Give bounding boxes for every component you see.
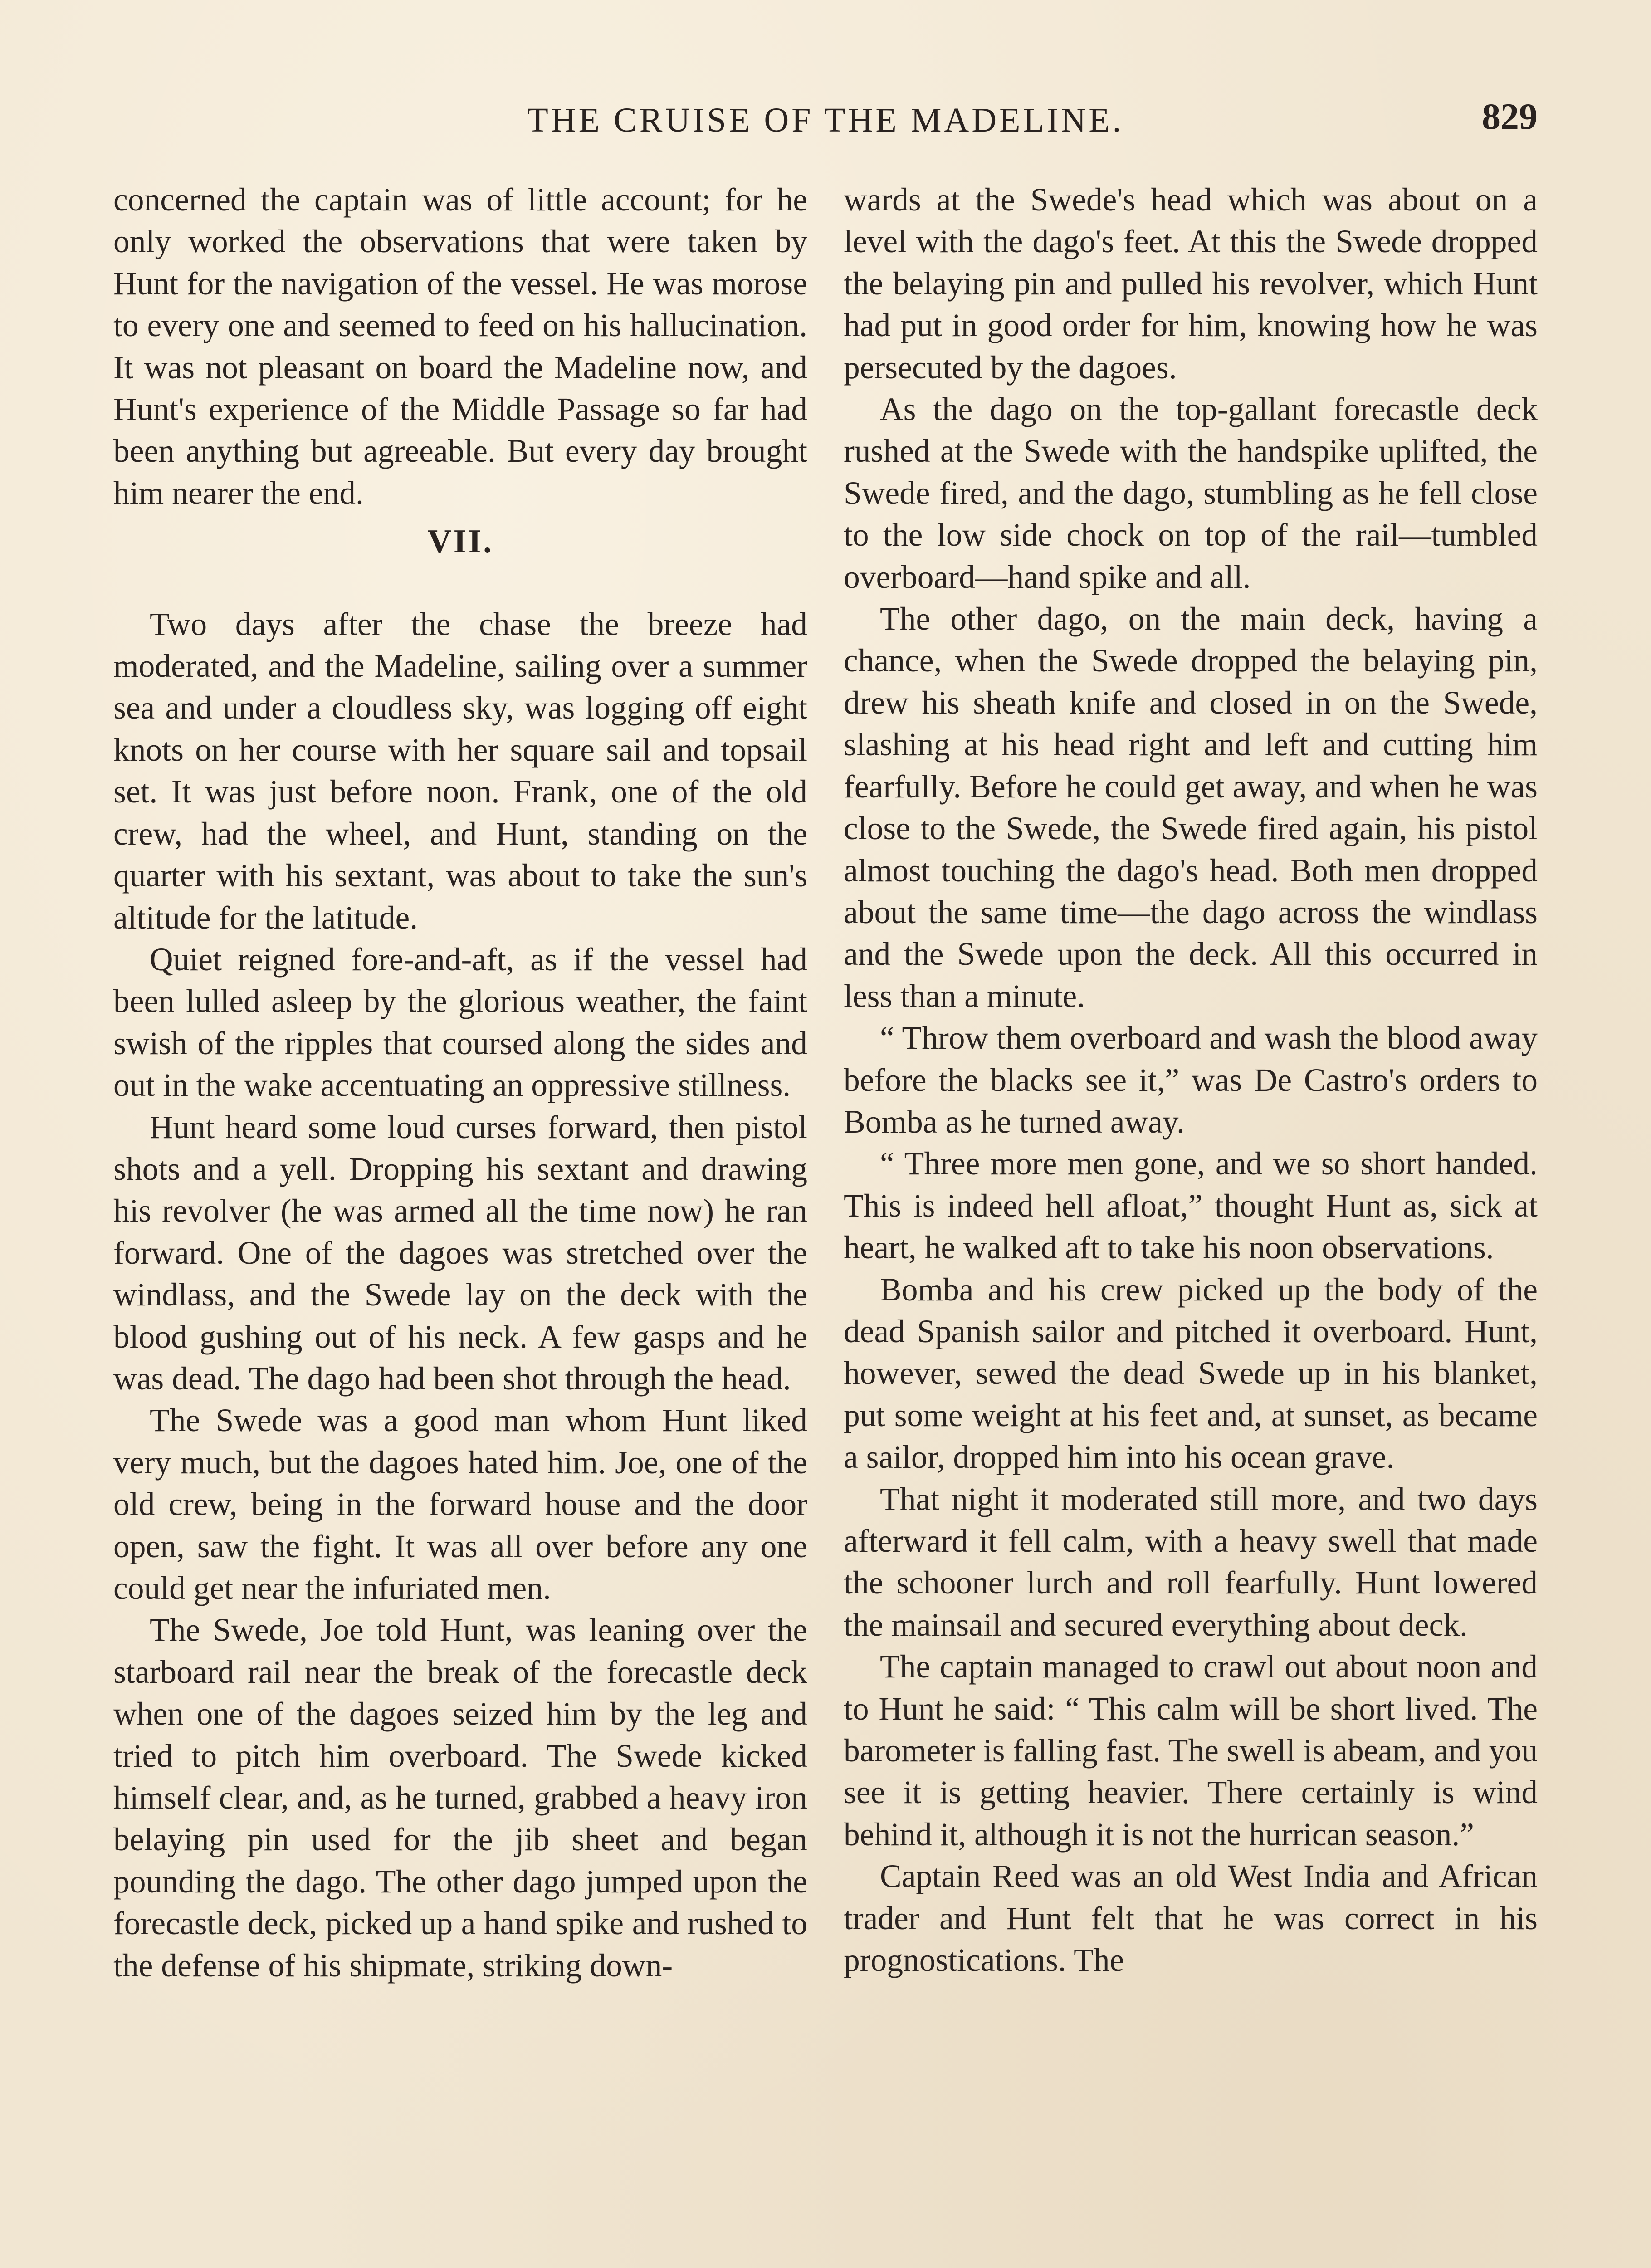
left-paragraph-1: concerned the captain was of little account; for he only worked the observations that were taken by Hunt for the navigation of the vessel. He was morose to every one and seemed to feed on his hallucination. It was not pleasant on board the Madeline now, and Hunt's experience of the Middle Passage so far had been anything but agreeable. But every day brought him nearer the end. [113, 182, 807, 511]
page-header [0, 91, 1651, 141]
page-number: 829 [1482, 96, 1538, 137]
section-heading: VII. [427, 523, 493, 561]
right-paragraph-7: That night it moderated still more, and two days afterward it fell calm, with a heavy swell that made the schooner lurch and roll fearfully. Hunt lowered the mainsail and secured everything about deck. [844, 1481, 1538, 1643]
left-paragraph-4: Hunt heard some loud curses forward, then pistol shots and a yell. Dropping his sextant and drawing his revolver (he was armed all the time now) he ran forward. One of the dagoes was stretched over the windlass, and the Swede lay on the deck with the blood gushing out of his neck. A few gasps and he was dead. The dago had been shot through the head. [113, 1109, 807, 1397]
left-paragraph-3: Quiet reigned fore-and-aft, as if the vessel had been lulled asleep by the glorious weather, the faint swish of the ripples that coursed along the sides and out in the wake accentuating an oppressive stillness. [113, 941, 807, 1104]
right-column [844, 179, 1538, 1981]
left-paragraph-5: The Swede was a good man whom Hunt liked very much, but the dagoes hated him. Joe, one of the old crew, being in the forward house and the door open, saw the fight. It was all over before any one could get near the infuriated men. [113, 1403, 807, 1606]
right-paragraph-6: Bomba and his crew picked up the body of the dead Spanish sailor and pitched it overboard. Hunt, however, sewed the dead Swede up in his blanket, put some weight at his feet and, at sunset, as became a sailor, dropped him into his ocean grave. [844, 1271, 1538, 1476]
left-column [113, 179, 807, 1987]
right-paragraph-1: wards at the Swede's head which was about on a level with the dago's feet. At this the Swede dropped the belaying pin and pulled his revolver, which Hunt had put in good order for him, knowing how he was persecuted by the dagoes. [844, 182, 1538, 386]
right-paragraph-8: The captain managed to crawl out about noon and to Hunt he said: “ This calm will be short lived. The barometer is falling fast. The swell is abeam, and you see it is getting heavier. There certainly is wind behind it, although it is not the hurrican season.” [844, 1649, 1538, 1853]
left-paragraph-2: Two days after the chase the breeze had moderated, and the Madeline, sailing over a summer sea and under a cloudless sky, was logging off eight knots on her course with her square sail and topsail set. It was just before noon. Frank, one of the old crew, had the wheel, and Hunt, standing on the quarter with his sextant, was about to take the sun's altitude for the latitude. [113, 606, 807, 936]
right-paragraph-5: “ Three more men gone, and we so short handed. This is indeed hell afloat,” thought Hunt as, sick at heart, he walked aft to take his noon observations. [844, 1146, 1538, 1266]
right-paragraph-9: Captain Reed was an old West India and African trader and Hunt felt that he was correct in his prognostications. The [844, 1858, 1538, 1979]
right-paragraph-3: The other dago, on the main deck, having a chance, when the Swede dropped the belaying pin, drew his sheath knife and closed in on the Swede, slashing at his head right and left and cutting him fearfully. Before he could get away, and when he was close to the Swede, the Swede fired again, his pistol almost touching the dago's head. Both men dropped about the same time—the dago across the windlass and the Swede upon the deck. All this occurred in less than a minute. [844, 601, 1538, 1014]
running-title: THE CRUISE OF THE MADELINE. [527, 101, 1124, 139]
right-paragraph-2: As the dago on the top-gallant forecastle deck rushed at the Swede with the handspike uplifted, the Swede fired, and the dago, stumbling as he fell close to the low side chock on top of the rail—tumbled overboard—hand spike and all. [844, 391, 1538, 595]
left-paragraph-6: The Swede, Joe told Hunt, was leaning over the starboard rail near the break of the forecastle deck when one of the dagoes seized him by the leg and tried to pitch him overboard. The Swede kicked himself clear, and, as he turned, grabbed a heavy iron belaying pin used for the jib sheet and began pounding the dago. The other dago jumped upon the forecastle deck, picked up a hand spike and rushed to the defense of his shipmate, striking down- [113, 1612, 807, 1984]
right-paragraph-4: “ Throw them overboard and wash the blood away before the blacks see it,” was De Castro's orders to Bomba as he turned away. [844, 1020, 1538, 1140]
